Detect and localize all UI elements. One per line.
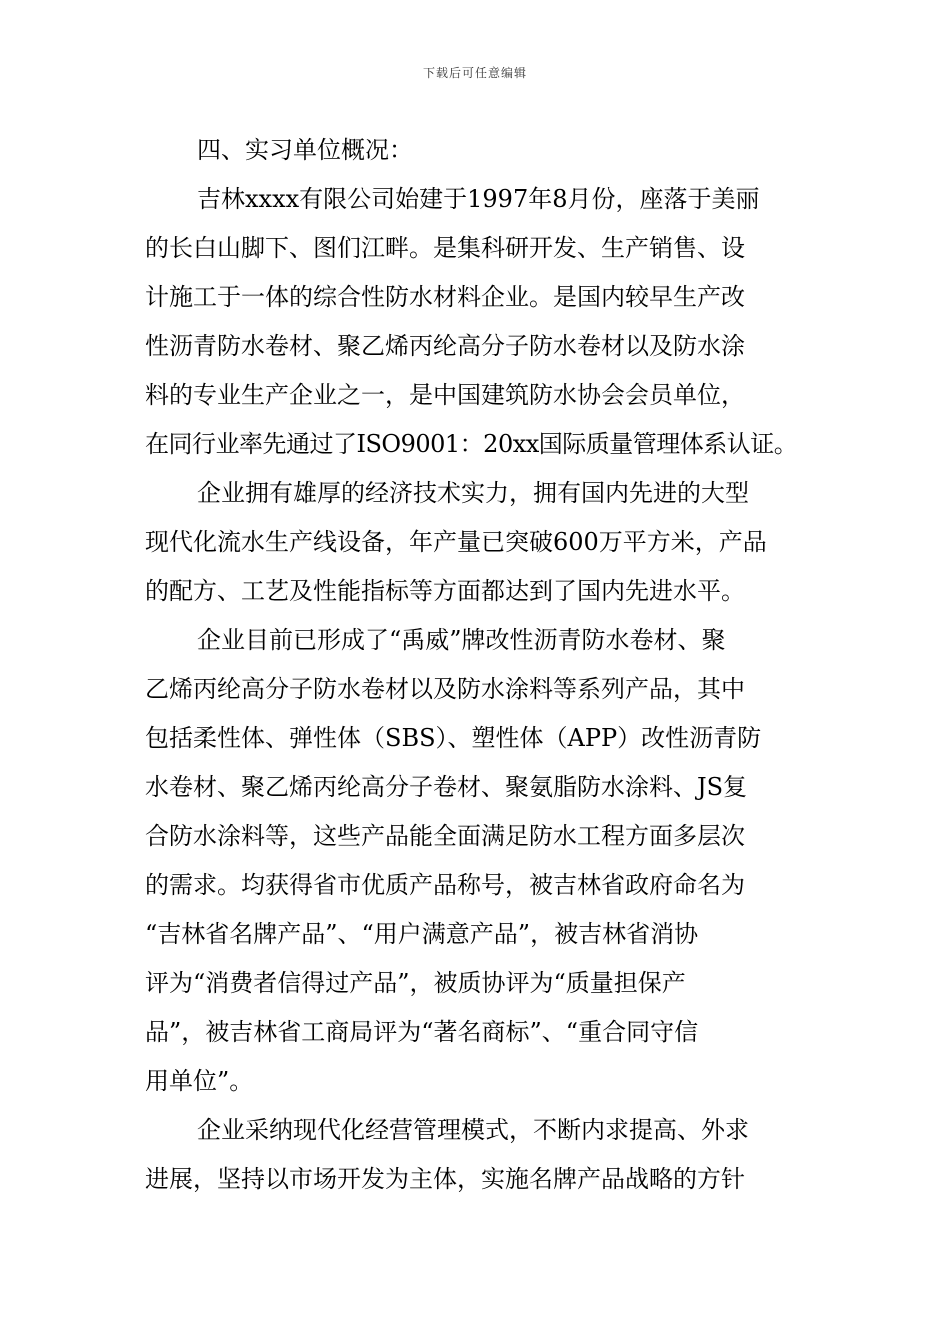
text-line: 企业拥有雄厚的经济技术实力，拥有国内先进的大型 — [197, 479, 749, 507]
text-line: 性沥青防水卷材、聚乙烯丙纶高分子防水卷材以及防水涂 — [145, 332, 745, 360]
paragraph-management — [145, 1106, 817, 1204]
text-line: 水卷材、聚乙烯丙纶高分子卷材、聚氨脂防水涂料、JS复 — [145, 773, 748, 801]
text-line: “吉林省名牌产品”、“用户满意产品”，被吉林省消协 — [145, 920, 699, 948]
text-line: 的长白山脚下、图们江畔。是集科研开发、生产销售、设 — [145, 234, 745, 262]
text-line: 企业目前已形成了“禹威”牌改性沥青防水卷材、聚 — [197, 626, 726, 654]
paragraph-company-intro — [145, 175, 817, 469]
section-heading — [145, 126, 817, 175]
text-line: 包括柔性体、弹性体（SBS）、塑性体（APP）改性沥青防 — [145, 724, 762, 752]
text-line: 现代化流水生产线设备，年产量已突破600万平方米，产品 — [145, 528, 767, 556]
text-line: 合防水涂料等，这些产品能全面满足防水工程方面多层次 — [145, 822, 745, 850]
document-body — [145, 126, 817, 1204]
text-line: 料的专业生产企业之一，是中国建筑防水协会会员单位， — [145, 381, 745, 409]
text-line: 进展，坚持以市场开发为主体，实施名牌产品战略的方针 — [145, 1165, 745, 1193]
header-note: 下载后可任意编辑 — [422, 66, 527, 80]
text-line: 计施工于一体的综合性防水材料企业。是国内较早生产改 — [145, 283, 745, 311]
section-heading-text: 四、实习单位概况： — [197, 136, 413, 164]
text-line: 吉林xxxx有限公司始建于1997年8月份，座落于美丽 — [197, 185, 760, 213]
text-line: 乙烯丙纶高分子防水卷材以及防水涂料等系列产品，其中 — [145, 675, 745, 703]
text-line: 评为“消费者信得过产品”，被质协评为“质量担保产 — [145, 969, 686, 997]
text-line: 的需求。均获得省市优质产品称号，被吉林省政府命名为 — [145, 871, 745, 899]
text-line: 在同行业率先通过了ISO9001：20xx国际质量管理体系认证。 — [145, 430, 798, 458]
paragraph-technical-strength — [145, 469, 817, 616]
text-line: 品”，被吉林省工商局评为“著名商标”、“重合同守信 — [145, 1018, 699, 1046]
text-line: 的配方、工艺及性能指标等方面都达到了国内先进水平。 — [145, 577, 745, 605]
paragraph-product-range — [145, 616, 817, 1106]
text-line: 用单位”。 — [145, 1067, 254, 1095]
text-line: 企业采纳现代化经营管理模式，不断内求提高、外求 — [197, 1116, 749, 1144]
